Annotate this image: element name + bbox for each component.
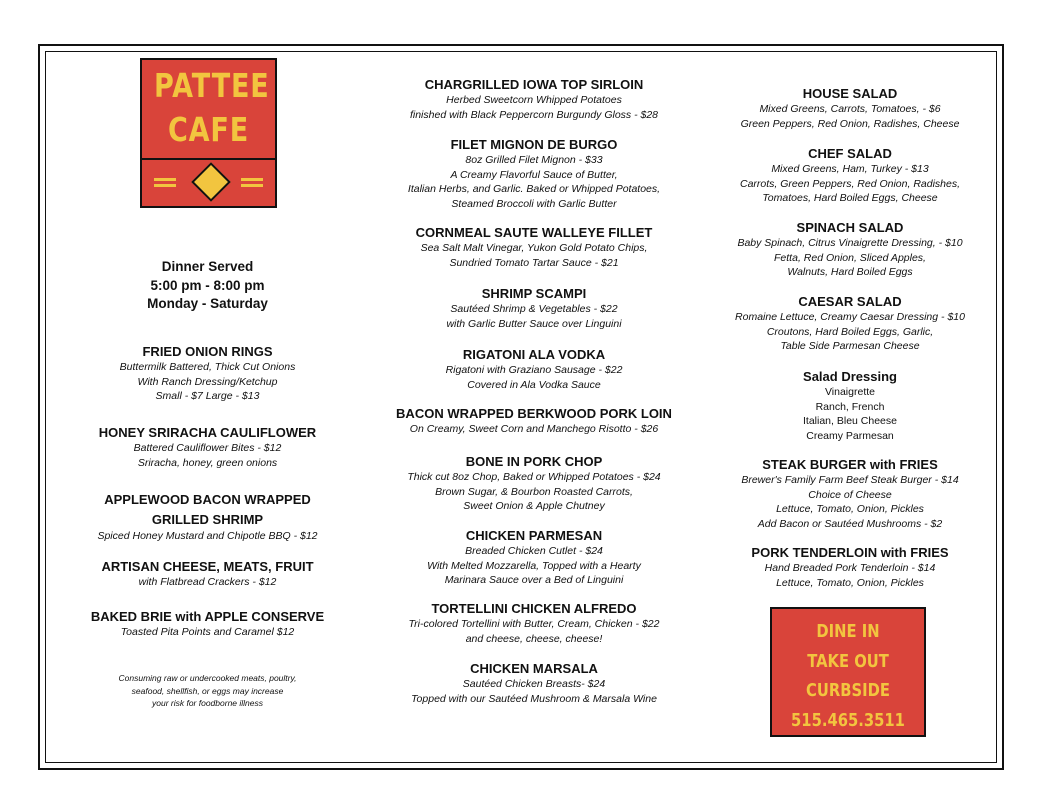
badge-curbside: CURBSIDE: [806, 680, 890, 701]
item-description: [360, 677, 708, 706]
dressing-title: Salad Dressing: [803, 369, 897, 384]
disclaimer-line: Consuming raw or undercooked meats, poultry,: [118, 673, 297, 683]
description-line: Tomatoes, Hard Boiled Eggs, Cheese: [762, 192, 938, 204]
menu-item: [712, 456, 988, 531]
item-title: CHEF SALAD: [808, 146, 892, 161]
item-title: APPLEWOOD BACON WRAPPED: [104, 492, 311, 507]
menu-item: [712, 85, 988, 131]
item-title: BAKED BRIE with APPLE CONSERVE: [90, 609, 325, 624]
description-line: Romaine Lettuce, Creamy Caesar Dressing - $10: [735, 311, 965, 323]
description-line: Sriracha, honey, green onions: [137, 456, 278, 469]
item-title: FILET MIGNON DE BURGO: [450, 137, 618, 152]
description-line: Rigatoni with Graziano Sausage - $22: [445, 364, 623, 376]
menu-item: [360, 660, 708, 706]
description-line: with Flatbread Crackers - $12: [138, 576, 277, 588]
menu-item: [712, 145, 988, 206]
dinner-hours: [60, 258, 355, 314]
description-line: and cheese, cheese, cheese!: [465, 632, 603, 645]
item-description: [712, 102, 988, 131]
menu-item: [360, 76, 708, 122]
menu-item: [360, 285, 708, 331]
item-description: [360, 470, 708, 514]
description-line: Mixed Greens, Ham, Turkey - $13: [771, 163, 929, 175]
logo-word-1: PATTEE: [153, 66, 270, 105]
description-line: Breaded Chicken Cutlet - $24: [465, 545, 603, 557]
dressing-list: [712, 385, 988, 443]
item-description: [60, 529, 355, 544]
description-line: A Creamy Flavorful Sauce of Butter,: [450, 168, 618, 181]
item-description: [360, 153, 708, 211]
menu-item: [712, 219, 988, 280]
logo-left-bars-icon: [154, 178, 176, 192]
description-line: Steamed Broccoli with Garlic Butter: [451, 197, 617, 210]
menu-item: [712, 544, 988, 590]
menu-item: [60, 424, 355, 470]
description-line: Carrots, Green Peppers, Red Onion, Radishes,: [739, 177, 961, 190]
item-title: STEAK BURGER with FRIES: [762, 457, 938, 472]
description-line: finished with Black Peppercorn Burgundy Gloss - $28: [409, 108, 659, 121]
description-line: Sautéed Shrimp & Vegetables - $22: [450, 303, 618, 315]
description-line: Mixed Greens, Carrots, Tomatoes, - $6: [759, 103, 941, 115]
menu-item: [60, 608, 355, 640]
menu-item: [360, 224, 708, 270]
item-description: [712, 310, 988, 354]
description-line: Marinara Sauce over a Bed of Linguini: [444, 574, 624, 586]
disclaimer-line: your risk for foodborne illness: [151, 698, 264, 708]
badge-take-out: TAKE OUT: [807, 650, 889, 672]
dressing-option: Vinaigrette: [824, 386, 875, 398]
item-description: [60, 575, 355, 590]
menu-item: [360, 600, 708, 646]
description-line: Sweet Onion & Apple Chutney: [463, 500, 605, 512]
menu-item: [360, 136, 708, 211]
item-title: TORTELLINI CHICKEN ALFREDO: [431, 601, 637, 616]
description-line: Walnuts, Hard Boiled Eggs: [787, 266, 913, 278]
menu-item: [360, 527, 708, 588]
description-line: Croutons, Hard Boiled Eggs, Garlic,: [766, 325, 934, 338]
hours-days: Monday - Saturday: [147, 296, 268, 311]
item-title: BACON WRAPPED BERKWOOD PORK LOIN: [396, 406, 672, 421]
item-title: FRIED ONION RINGS: [142, 344, 273, 359]
description-line: Tri-colored Tortellini with Butter, Cream, Chicken - $22: [408, 618, 660, 630]
description-line: Choice of Cheese: [808, 488, 892, 501]
description-line: Covered in Ala Vodka Sauce: [467, 378, 601, 391]
menu-item: [360, 405, 708, 437]
description-line: Green Peppers, Red Onion, Radishes, Cheese: [740, 117, 960, 130]
menu-item: [60, 558, 355, 590]
disclaimer-line: seafood, shellfish, or eggs may increase: [131, 685, 284, 696]
description-line: Sautéed Chicken Breasts- $24: [462, 678, 606, 690]
salad-dressing-options: [712, 368, 988, 443]
menu-item: [360, 346, 708, 392]
item-title: RIGATONI ALA VODKA: [462, 347, 606, 362]
item-title-line-2: GRILLED SHRIMP: [151, 511, 264, 527]
item-description: [712, 236, 988, 280]
menu-item: [360, 453, 708, 514]
badge-phone: 515.465.3511: [791, 709, 905, 731]
item-title: CHICKEN MARSALA: [470, 661, 598, 676]
description-line: Fetta, Red Onion, Sliced Apples,: [774, 251, 926, 264]
dressing-option: Ranch, French: [815, 400, 885, 413]
item-description: [712, 473, 988, 531]
logo-right-bars-icon: [241, 178, 263, 192]
dressing-option: Italian, Bleu Cheese: [803, 415, 897, 427]
description-line: Sea Salt Malt Vinegar, Yukon Gold Potato Chips,: [420, 242, 648, 254]
item-title: CAESAR SALAD: [798, 294, 902, 309]
item-title: HOUSE SALAD: [802, 86, 898, 101]
item-title: HONEY SRIRACHA CAULIFLOWER: [98, 425, 317, 440]
pattee-cafe-logo: [140, 58, 277, 208]
item-description: [360, 93, 708, 122]
item-title: SHRIMP SCAMPI: [481, 286, 587, 301]
item-title: CHICKEN PARMESAN: [465, 528, 603, 543]
description-line: Topped with our Sautéed Mushroom & Marsala Wine: [411, 692, 657, 705]
description-line: With Ranch Dressing/Ketchup: [137, 375, 278, 388]
description-line: Herbed Sweetcorn Whipped Potatoes: [446, 94, 622, 106]
logo-diamond-icon: [191, 162, 231, 202]
item-title: SPINACH SALAD: [796, 220, 904, 235]
menu-item: [60, 490, 355, 544]
description-line: Buttermilk Battered, Thick Cut Onions: [119, 361, 296, 373]
dressing-option: Creamy Parmesan: [806, 429, 894, 442]
item-title: CORNMEAL SAUTE WALLEYE FILLET: [415, 225, 653, 240]
description-line: Add Bacon or Sautéed Mushrooms - $2: [757, 517, 943, 530]
item-description: [360, 241, 708, 270]
item-description: [60, 360, 355, 404]
description-line: Italian Herbs, and Garlic. Baked or Whipped Potatoes,: [407, 183, 661, 195]
item-title: ARTISAN CHEESE, MEATS, FRUIT: [101, 559, 314, 574]
description-line: Brewer's Family Farm Beef Steak Burger - $14: [741, 474, 959, 486]
logo-ornament: [142, 158, 275, 206]
description-line: Spiced Honey Mustard and Chipotle BBQ - $12: [97, 530, 318, 542]
menu-item: [60, 343, 355, 404]
menu-item: [712, 293, 988, 354]
description-line: with Garlic Butter Sauce over Linguini: [446, 317, 622, 330]
item-title: CHARGRILLED IOWA TOP SIRLOIN: [424, 77, 644, 92]
item-description: [712, 561, 988, 590]
badge-dine-in: DINE IN: [816, 621, 880, 642]
item-description: [360, 422, 708, 437]
dine-in-takeout-badge: [770, 607, 926, 737]
item-title: BONE IN PORK CHOP: [465, 454, 603, 469]
hours-time: 5:00 pm - 8:00 pm: [150, 277, 265, 293]
item-description: [360, 302, 708, 331]
description-line: Lettuce, Tomato, Onion, Pickles: [776, 503, 924, 515]
description-line: Lettuce, Tomato, Onion, Pickles: [776, 576, 924, 589]
description-line: 8oz Grilled Filet Mignon - $33: [465, 154, 603, 166]
description-line: With Melted Mozzarella, Topped with a Hearty: [427, 559, 641, 572]
item-description: [360, 617, 708, 646]
food-safety-disclaimer: [60, 672, 355, 710]
item-description: [60, 625, 355, 640]
logo-word-2: CAFE: [167, 110, 250, 149]
description-line: Small - $7 Large - $13: [155, 390, 260, 402]
description-line: Sundried Tomato Tartar Sauce - $21: [449, 256, 619, 269]
item-description: [360, 363, 708, 392]
description-line: Battered Cauliflower Bites - $12: [133, 442, 282, 454]
description-line: Brown Sugar, & Bourbon Roasted Carrots,: [435, 485, 633, 498]
item-description: [360, 544, 708, 588]
description-line: On Creamy, Sweet Corn and Manchego Risotto - $26: [409, 423, 659, 435]
description-line: Toasted Pita Points and Caramel $12: [120, 626, 295, 638]
item-description: [60, 441, 355, 470]
description-line: Baby Spinach, Citrus Vinaigrette Dressing, - $10: [737, 237, 963, 249]
item-title: PORK TENDERLOIN with FRIES: [751, 545, 949, 560]
hours-label: Dinner Served: [161, 259, 254, 274]
description-line: Hand Breaded Pork Tenderloin - $14: [764, 562, 936, 574]
description-line: Thick cut 8oz Chop, Baked or Whipped Potatoes - $24: [407, 471, 661, 483]
description-line: Table Side Parmesan Cheese: [780, 340, 920, 352]
item-description: [712, 162, 988, 206]
